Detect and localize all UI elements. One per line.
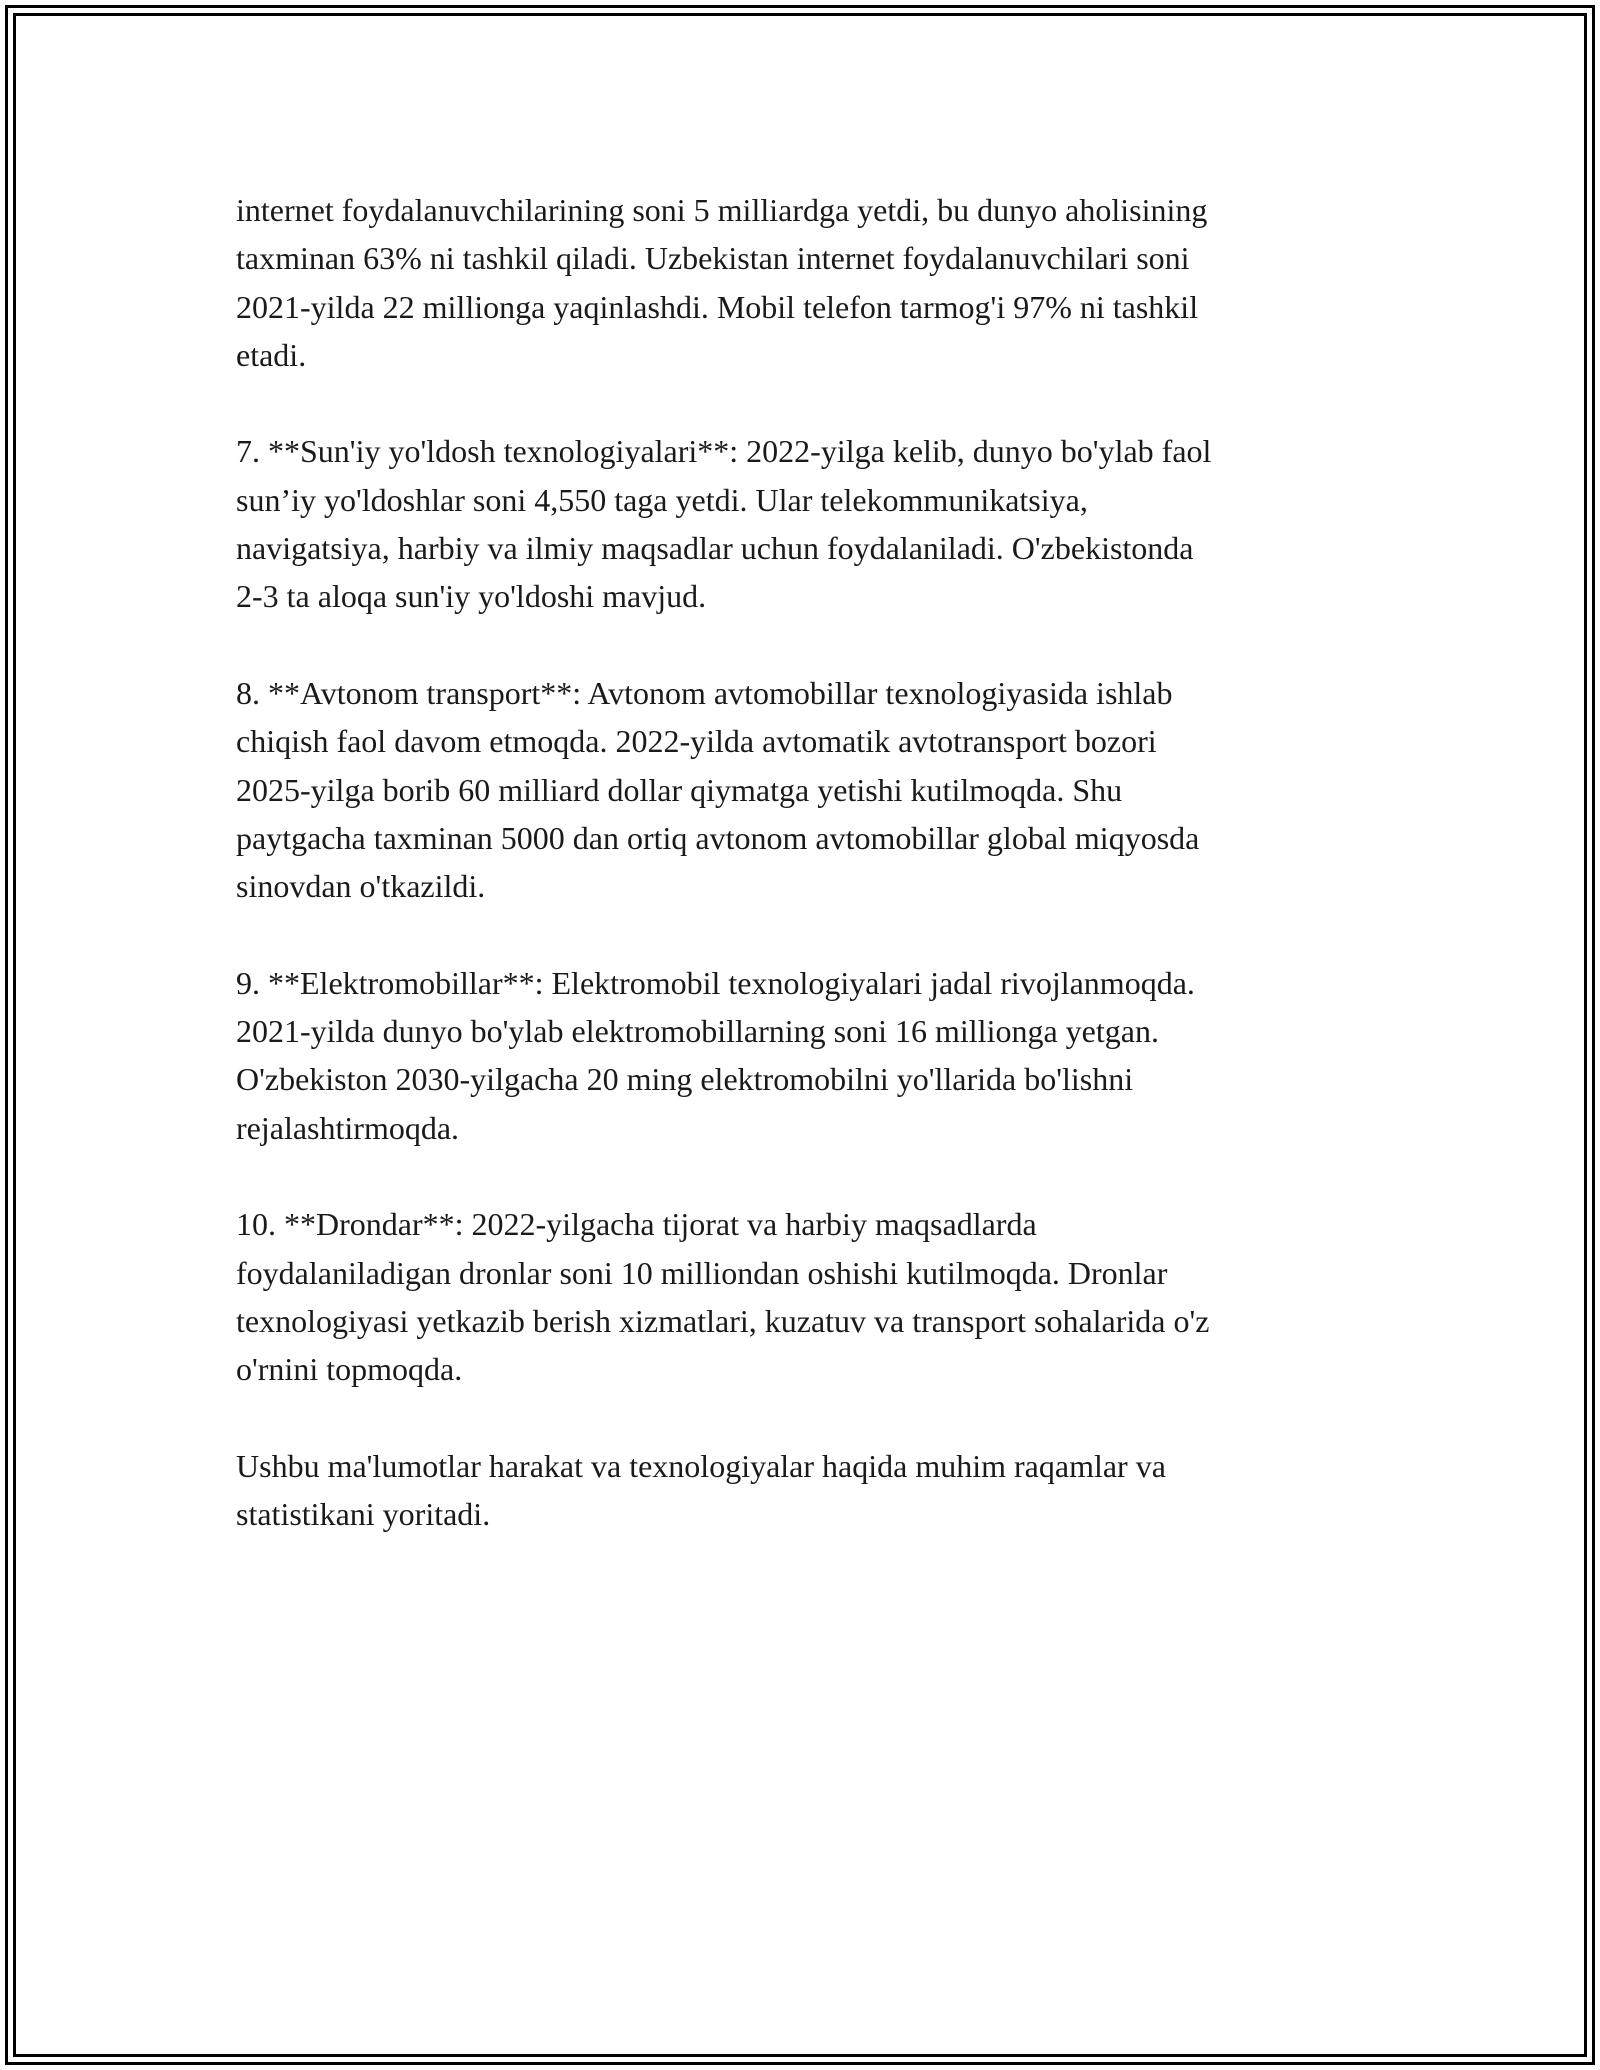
- document-body: [236, 186, 1366, 1538]
- paragraph-conclusion: Ushbu ma'lumotlar harakat va texnologiyalar haqida muhim raqamlar va statistikani yoritadi.: [236, 1447, 1166, 1533]
- paragraph-satellites: 7. **Sun'iy yo'ldosh texnologiyalari**: 2022-yilga kelib, dunyo bo'ylab faol sun’iy yo'ldoshlar soni 4,550 taga yetdi. Ular telekommunikatsiya, navigatsiya, harbiy va ilmiy maqsadlar uchun foydalaniladi. O'zbekistonda 2-3 ta aloqa sun'iy yo'ldoshi mavjud.: [236, 433, 1212, 615]
- paragraph-drones: 10. **Drondar**: 2022-yilgacha tijorat va harbiy maqsadlarda foydalaniladigan dronlar soni 10 milliondan oshishi kutilmoqda. Dronlar texnologiyasi yetkazib berish xizmatlari, kuzatuv va transport sohalarida o'z o'rnini topmoqda.: [236, 1206, 1210, 1388]
- paragraph-electric-vehicles: 9. **Elektromobillar**: Elektromobil texnologiyalari jadal rivojlanmoqda. 2021-yilda dunyo bo'ylab elektromobillarning soni 16 millionga yetgan. O'zbekiston 2030-yilgacha 20 ming elektromobilni yo'llarida bo'lishni rejalashtirmoqda.: [236, 964, 1195, 1146]
- paragraph-internet-users: internet foydalanuvchilarining soni 5 milliardga yetdi, bu dunyo aholisining taxminan 63% ni tashkil qiladi. Uzbekistan internet foydalanuvchilari soni 2021-yilda 22 millionga yaqinlashdi. Mobil telefon tarmog'i 97% ni tashkil etadi.: [236, 192, 1208, 373]
- paragraph-autonomous-transport: 8. **Avtonom transport**: Avtonom avtomobillar texnologiyasida ishlab chiqish faol davom etmoqda. 2022-yilda avtomatik avtotransport bozori 2025-yilga borib 60 milliard dollar qiymatga yetishi kutilmoqda. Shu paytgacha taxminan 5000 dan ortiq avtonom avtomobillar global miqyosda sinovdan o'tkazildi.: [236, 674, 1200, 905]
